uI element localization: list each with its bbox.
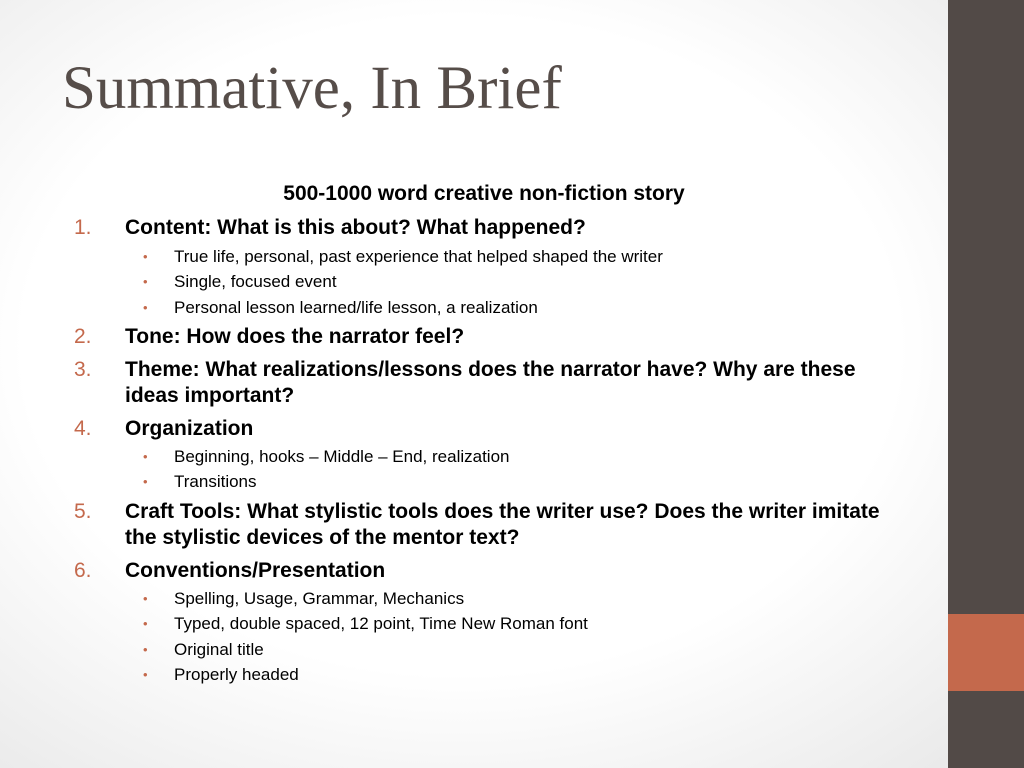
bullet-marker: • xyxy=(143,474,148,489)
item-text-1: Content: What is this about? What happened? xyxy=(125,216,586,239)
intro-line: 500-1000 word creative non-fiction story xyxy=(283,182,685,205)
slide-title: Summative, In Brief xyxy=(62,55,562,122)
bullet-marker: • xyxy=(143,591,148,606)
item-number-6: 6. xyxy=(74,559,92,582)
item-1-bullet-1: True life, personal, past experience that helped shaped the writer xyxy=(174,247,663,266)
bullet-marker: • xyxy=(143,449,148,464)
item-1-bullet-3: Personal lesson learned/life lesson, a realization xyxy=(174,298,538,317)
item-text-2: Tone: How does the narrator feel? xyxy=(125,325,465,348)
item-4-bullet-2: Transitions xyxy=(174,472,257,491)
bullet-marker: • xyxy=(143,642,148,657)
bullet-marker: • xyxy=(143,300,148,315)
bullet-marker: • xyxy=(143,667,148,682)
item-4-bullet-1: Beginning, hooks – Middle – End, realization xyxy=(174,447,510,466)
sidebar-accent-block xyxy=(948,614,1024,691)
item-number-1: 1. xyxy=(74,216,92,239)
item-6-bullet-3: Original title xyxy=(174,640,264,659)
item-number-4: 4. xyxy=(74,417,92,440)
bullet-marker: • xyxy=(143,616,148,631)
item-text-3: Theme: What realizations/lessons does the narrator have? Why are these ideas important? xyxy=(125,358,856,407)
item-number-5: 5. xyxy=(74,500,92,523)
item-6-bullet-1: Spelling, Usage, Grammar, Mechanics xyxy=(174,589,465,608)
bullet-marker: • xyxy=(143,274,148,289)
bullet-marker: • xyxy=(143,249,148,264)
item-6-bullet-2: Typed, double spaced, 12 point, Time New Roman font xyxy=(174,614,588,633)
item-number-3: 3. xyxy=(74,358,92,381)
item-text-4: Organization xyxy=(125,417,254,440)
item-text-5: Craft Tools: What stylistic tools does the writer use? Does the writer imitate the stylistic devices of the mentor text? xyxy=(125,500,880,549)
item-6-bullet-4: Properly headed xyxy=(174,665,299,684)
item-text-6: Conventions/Presentation xyxy=(125,559,386,582)
item-number-2: 2. xyxy=(74,325,92,348)
item-1-bullet-2: Single, focused event xyxy=(174,272,337,291)
